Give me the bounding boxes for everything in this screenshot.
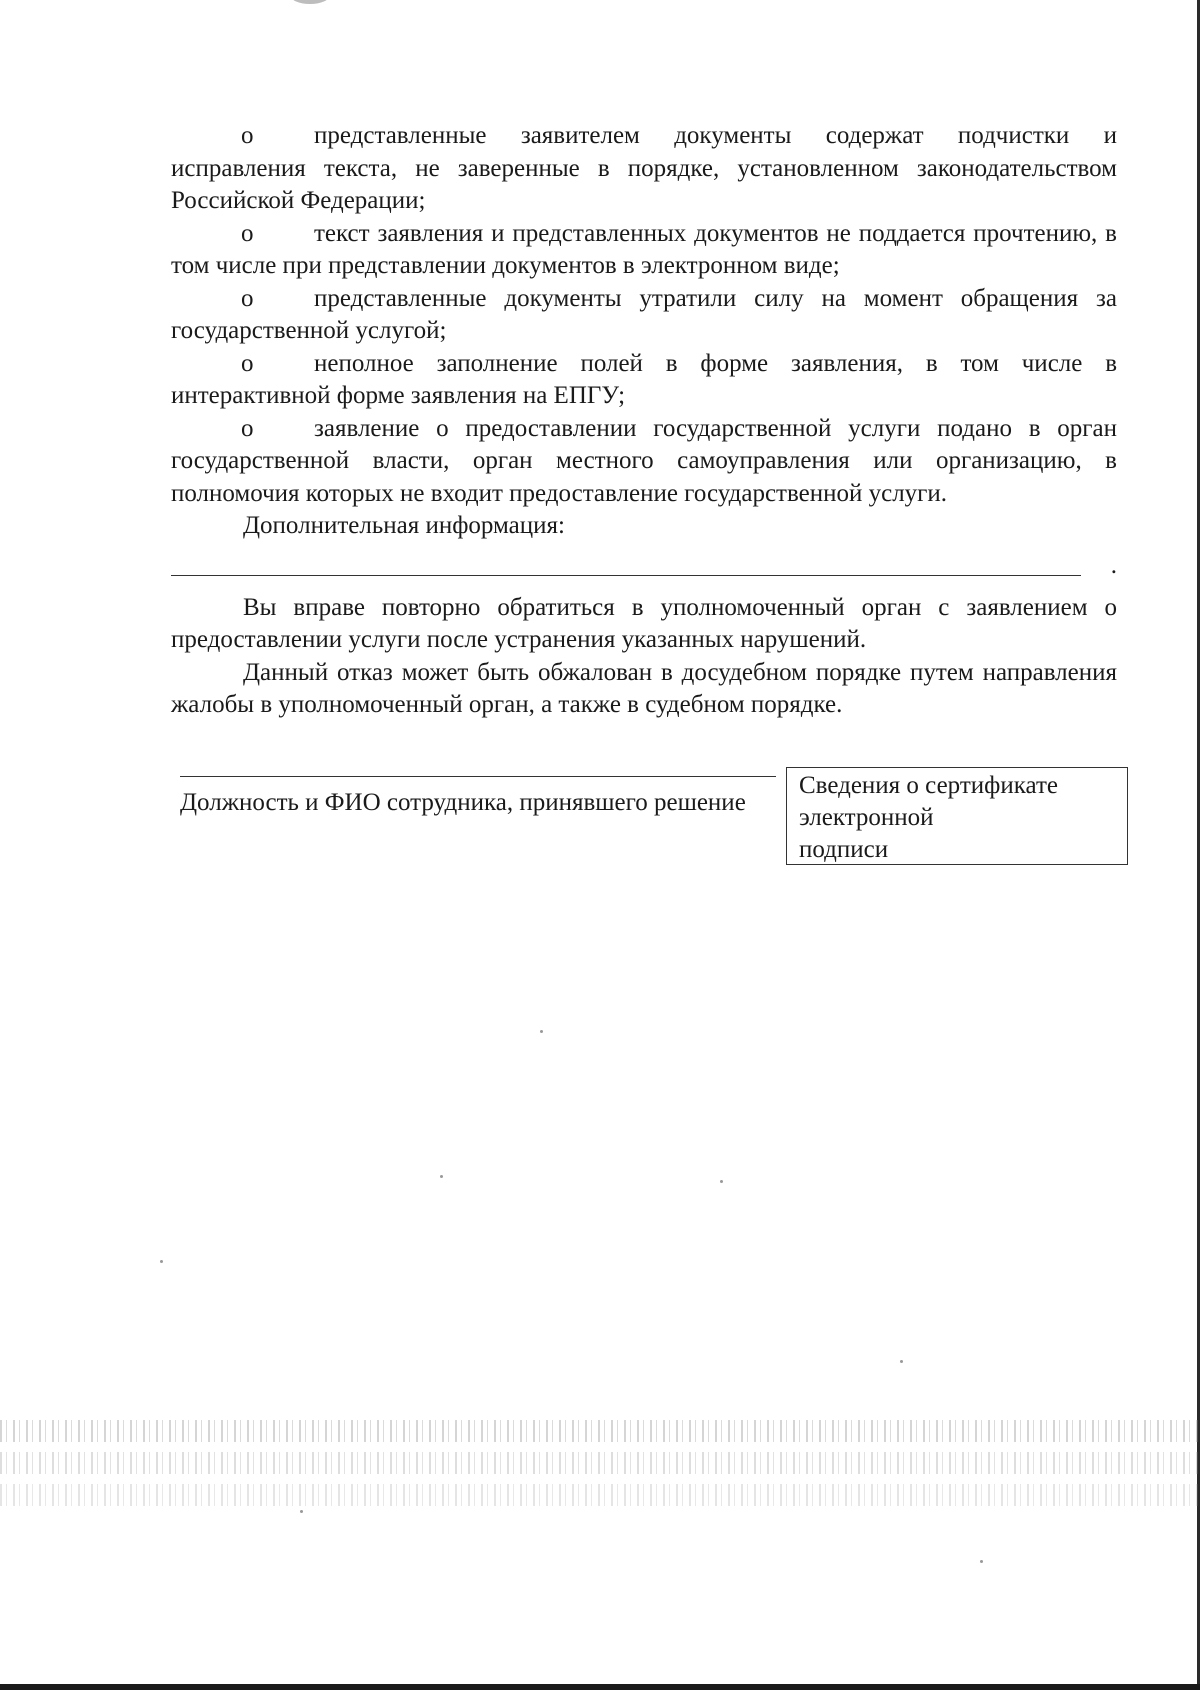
scan-speck bbox=[160, 1260, 163, 1263]
scan-speck bbox=[540, 1030, 543, 1033]
scan-speck bbox=[440, 1175, 443, 1178]
refusal-reason-text: неполное заполнение полей в форме заявления, в том числе в интерактивной форме заявления на ЕПГУ; bbox=[171, 349, 1117, 409]
refusal-reason-item bbox=[171, 413, 1117, 511]
bullet-marker: o bbox=[241, 349, 254, 377]
refusal-reason-item bbox=[171, 283, 1117, 348]
certificate-line: подписи bbox=[799, 836, 889, 863]
scan-speck bbox=[300, 1510, 303, 1513]
document-body bbox=[171, 120, 1117, 722]
scan-speck bbox=[900, 1360, 903, 1363]
refusal-reason-item bbox=[171, 120, 1117, 218]
refusal-reason-text: текст заявления и представленных документов не поддается прочтению, в том числе при представлении документов в электронном виде; bbox=[171, 219, 1117, 279]
additional-info-end: . bbox=[1110, 552, 1117, 579]
refusal-reason-item bbox=[171, 348, 1117, 413]
bleed-through-artifact bbox=[0, 1420, 1200, 1442]
certificate-info-box bbox=[786, 767, 1128, 865]
refusal-reason-item bbox=[171, 218, 1117, 283]
certificate-line: электронной bbox=[799, 804, 934, 831]
bullet-marker: o bbox=[241, 414, 254, 442]
refusal-reason-text: представленные документы утратили силу на момент обращения за государственной услугой; bbox=[171, 284, 1117, 344]
refusal-reason-text: заявление о предоставлении государственной услуги подано в орган государственной власти, орган местного самоуправления или организацию, в полномочия которых не входит предоставление государственной услуги. bbox=[171, 414, 1117, 507]
bleed-through-artifact bbox=[0, 1484, 1200, 1506]
additional-info-line bbox=[171, 543, 1117, 579]
appeal-paragraph: Данный отказ может быть обжалован в досудебном порядке путем направления жалобы в уполномоченный орган, а также в судебном порядке. bbox=[171, 658, 1117, 718]
scan-artifact bbox=[290, 0, 330, 4]
reapply-paragraph: Вы вправе повторно обратиться в уполномоченный орган с заявлением о предоставлении услуги после устранения указанных нарушений. bbox=[171, 593, 1117, 653]
official-label: Должность и ФИО сотрудника, принявшего решение bbox=[180, 789, 746, 816]
official-signature-line bbox=[180, 776, 776, 820]
bullet-marker: o bbox=[241, 284, 254, 312]
bleed-through-artifact bbox=[0, 1452, 1200, 1474]
scan-speck bbox=[720, 1180, 723, 1183]
refusal-reason-text: представленные заявителем документы содержат подчистки и исправления текста, не заверенные в порядке, установленном законодательством Российской Федерации; bbox=[171, 122, 1117, 214]
scan-speck bbox=[980, 1560, 983, 1563]
bullet-marker: o bbox=[241, 122, 254, 149]
bullet-marker: o bbox=[241, 219, 254, 247]
scan-edge bbox=[0, 1684, 1200, 1690]
certificate-line: Сведения о сертификате bbox=[799, 772, 1058, 799]
additional-info-label: Дополнительная информация: bbox=[243, 512, 565, 539]
